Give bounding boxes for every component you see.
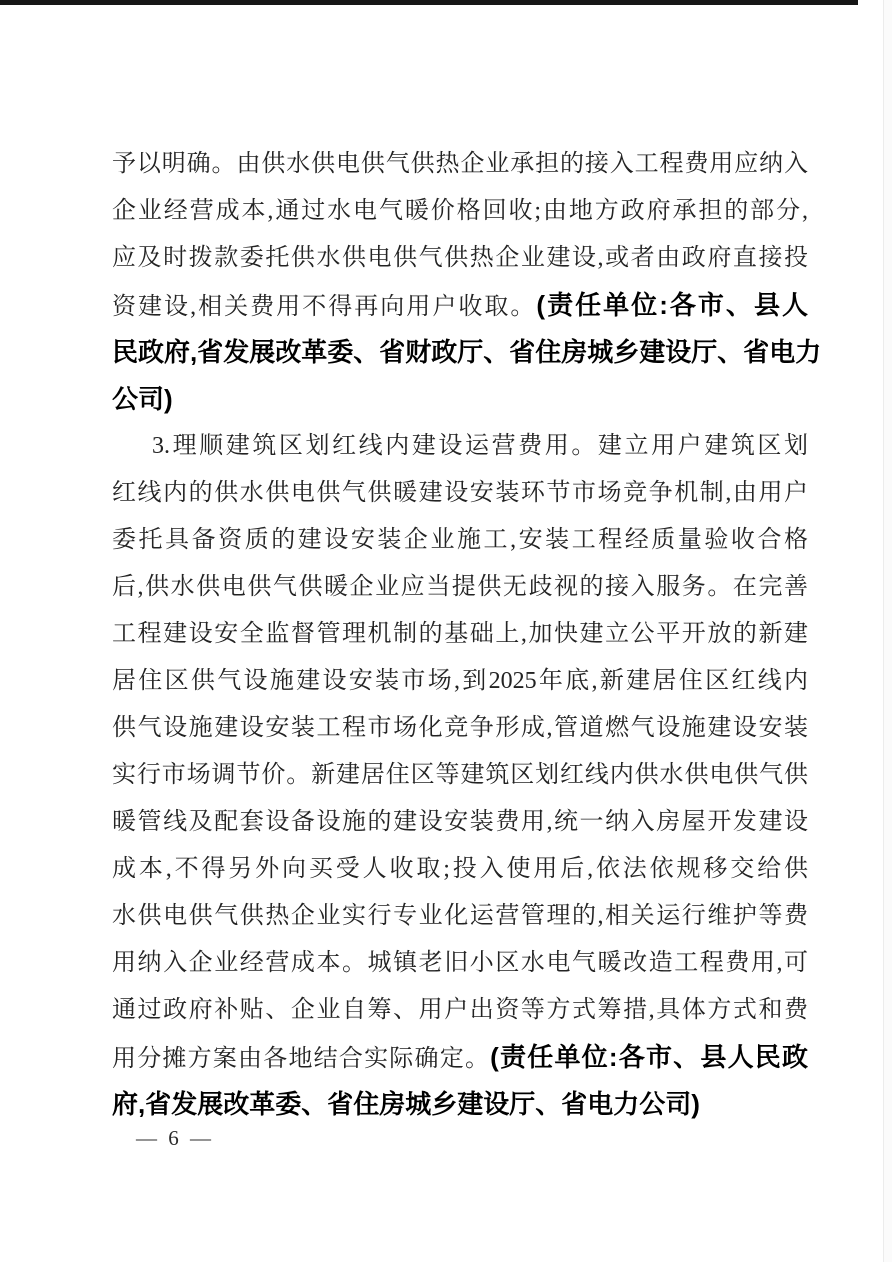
body-text: 企业经营成本,通过水电气暖价格回收;由地方政府承担的部分, <box>112 198 808 224</box>
scan-right-edge-line <box>883 0 884 1262</box>
body-text: 予以明确。由供水供电供气供热企业承担的接入工程费用应纳入 <box>112 151 808 177</box>
responsible-unit-text: 民政府,省发展改革委、省财政厅、省住房城乡建设厅、省电力 <box>112 337 822 367</box>
scan-right-edge-band <box>884 0 892 1262</box>
text-line <box>112 658 808 705</box>
text-line <box>112 470 808 517</box>
responsible-unit-text: 公司) <box>112 384 173 414</box>
body-text: 后,供水供电供气供暖企业应当提供无歧视的接入服务。在完善 <box>112 574 808 600</box>
text-line <box>112 611 808 658</box>
text-line <box>112 376 808 423</box>
body-text: 用分摊方案由各地结合实际确定。 <box>112 1046 491 1072</box>
text-line <box>112 987 808 1034</box>
text-line <box>112 282 808 329</box>
body-text: 通过政府补贴、企业自筹、用户出资等方式筹措,具体方式和费 <box>112 997 808 1023</box>
body-text: 实行市场调节价。新建居住区等建筑区划红线内供水供电供气供 <box>112 762 808 788</box>
body-text: 工程建设安全监督管理机制的基础上,加快建立公平开放的新建 <box>112 621 808 647</box>
text-line <box>112 846 808 893</box>
responsible-unit-text: 府,省发展改革委、省住房城乡建设厅、省电力公司) <box>112 1089 700 1119</box>
text-line <box>112 517 808 564</box>
responsible-unit-text: (责任单位:各市、县人民政 <box>490 1042 808 1072</box>
text-line <box>112 799 808 846</box>
text-line <box>112 940 808 987</box>
body-text: 供气设施建设安装工程市场化竞争形成,管道燃气设施建设安装 <box>112 715 808 741</box>
body-text: 红线内的供水供电供气供暖建设安装环节市场竞争机制,由用户 <box>112 480 808 506</box>
text-line <box>112 329 822 376</box>
body-text: 委托具备资质的建设安装企业施工,安装工程经质量验收合格 <box>112 527 808 553</box>
page-number: — 6 — <box>136 1126 214 1150</box>
body-text: 应及时拨款委托供水供电供气供热企业建设,或者由政府直接投 <box>112 245 808 271</box>
text-line <box>112 423 808 470</box>
text-line <box>112 1034 808 1081</box>
body-text: 3.理顺建筑区划红线内建设运营费用。建立用户建筑区划 <box>152 433 808 459</box>
body-text: 暖管线及配套设备设施的建设安装费用,统一纳入房屋开发建设 <box>112 809 808 835</box>
body-text: 资建设,相关费用不得再向用户收取。 <box>112 294 537 320</box>
text-line <box>112 564 808 611</box>
text-line <box>112 141 808 188</box>
body-text: 用纳入企业经营成本。城镇老旧小区水电气暖改造工程费用,可 <box>112 950 808 976</box>
scan-top-edge-artifact <box>0 0 858 5</box>
text-line <box>112 235 808 282</box>
document-lines <box>112 141 822 1128</box>
text-line <box>112 893 808 940</box>
body-text: 居住区供气设施建设安装市场,到2025年底,新建居住区红线内 <box>112 668 808 694</box>
text-line <box>112 705 808 752</box>
text-line <box>112 1081 808 1128</box>
text-line <box>112 188 808 235</box>
responsible-unit-text: (责任单位:各市、县人 <box>536 290 808 320</box>
body-text: 成本,不得另外向买受人收取;投入使用后,依法依规移交给供 <box>112 856 808 882</box>
body-text: 水供电供气供热企业实行专业化运营管理的,相关运行维护等费 <box>112 903 808 929</box>
text-line <box>112 752 808 799</box>
